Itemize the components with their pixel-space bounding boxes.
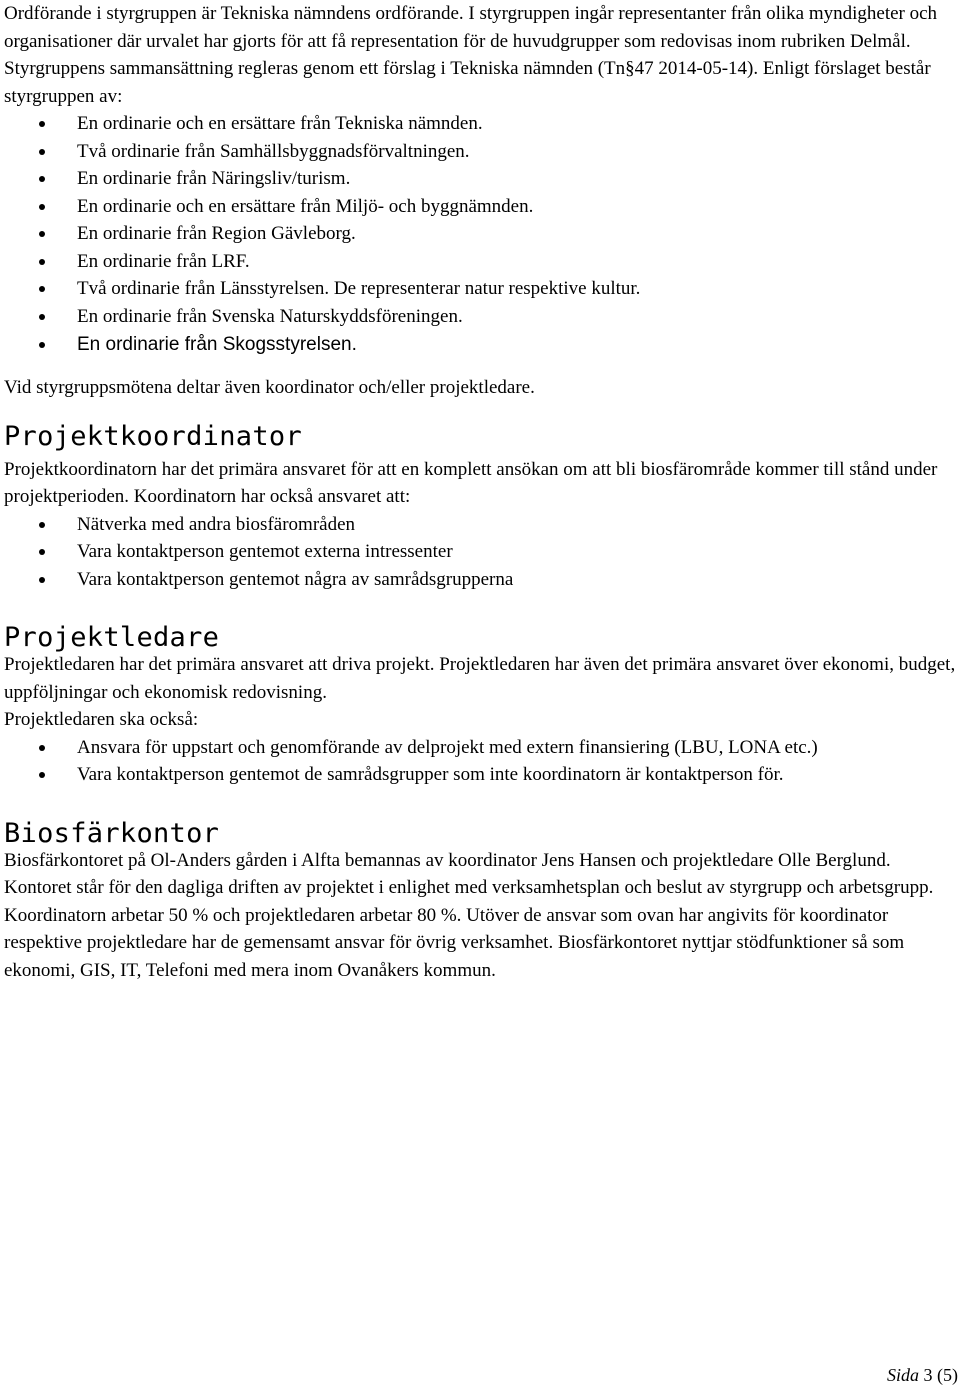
list-item: En ordinarie från LRF. — [4, 248, 958, 276]
bullet-icon — [39, 259, 45, 265]
list-item: Nätverka med andra biosfärområden — [4, 511, 958, 539]
members-list — [4, 110, 958, 360]
bullet-icon — [39, 577, 45, 583]
bullet-icon — [39, 342, 45, 348]
page-number — [887, 1365, 958, 1386]
list-item: Vara kontaktperson gentemot några av samrådsgrupperna — [4, 566, 958, 594]
document-page — [4, 0, 958, 984]
list-item: Två ordinarie från Länsstyrelsen. De representerar natur respektive kultur. — [4, 275, 958, 303]
project-leader-list — [4, 734, 958, 789]
section-heading-coordinator: Projektkoordinator — [4, 420, 302, 452]
meeting-note: Vid styrgruppsmötena deltar även koordinator och/eller projektledare. — [4, 377, 535, 398]
list-item: En ordinarie från Svenska Naturskyddsföreningen. — [4, 303, 958, 331]
bullet-icon — [39, 314, 45, 320]
office-text: Biosfärkontoret på Ol-Anders gården i Alfta bemannas av koordinator Jens Hansen och projektledare Olle Berglund. Kontoret står för den dagliga driften av projektet i enlighet med verksamhetsplan och beslut av styrgrupp och arbetsgrupp. Koordinatorn arbetar 50 % och projektledaren arbetar 80 %. Utöver de ansvar som ovan har angivits för koordinator respektive projektledare har de gemensamt ansvar för övrig verksamhet. Biosfärkontoret nyttjar stödfunktioner så som ekonomi, GIS, IT, Telefoni med mera inom Ovanåkers kommun. — [4, 849, 934, 981]
list-item: Två ordinarie från Samhällsbyggnadsförvaltningen. — [4, 138, 958, 166]
bullet-icon — [39, 772, 45, 778]
list-item: Vara kontaktperson gentemot de samrådsgrupper som inte koordinatorn är kontaktperson för. — [4, 761, 958, 789]
bullet-icon — [39, 149, 45, 155]
bullet-icon — [39, 204, 45, 210]
intro-paragraph — [4, 0, 958, 110]
bullet-icon — [39, 176, 45, 182]
bullet-icon — [39, 286, 45, 292]
project-leader-text2: Projektledaren ska också: — [4, 709, 199, 730]
bullet-icon — [39, 522, 45, 528]
intro-text-part2: Styrgruppens sammansättning regleras genom ett förslag i Tekniska nämnden (Tn§47 2014-05-14). Enligt förslaget består styrgruppen av: — [4, 58, 931, 107]
list-item: En ordinarie från Näringsliv/turism. — [4, 165, 958, 193]
list-item: En ordinarie och en ersättare från Miljö- och byggnämnden. — [4, 193, 958, 221]
list-item: En ordinarie och en ersättare från Tekniska nämnden. — [4, 110, 958, 138]
intro-text-part1: Ordförande i styrgruppen är Tekniska nämndens ordförande. I styrgruppen ingår representanter från olika myndigheter och organisationer där urvalet har gjorts för att få representation för de huvudgrupper som redovisas inom rubriken Delmål. — [4, 3, 938, 52]
list-item: Vara kontaktperson gentemot externa intressenter — [4, 538, 958, 566]
bullet-icon — [39, 549, 45, 555]
section-heading-project-leader: Projektledare — [4, 622, 220, 653]
coordinator-text: Projektkoordinatorn har det primära ansvaret för att en komplett ansökan om att bli biosfärområde kommer till stånd under projektperioden. Koordinatorn har också ansvaret att: — [4, 458, 938, 507]
list-item: Ansvara för uppstart och genomförande av delprojekt med extern finansiering (LBU, LONA etc.) — [4, 734, 958, 762]
project-leader-text: Projektledaren har det primära ansvaret att driva projekt. Projektledaren har även det primära ansvaret över ekonomi, budget, uppföljningar och ekonomisk redovisning. — [4, 654, 956, 703]
bullet-icon — [39, 231, 45, 237]
page-count: 3 (5) — [923, 1365, 958, 1385]
bullet-icon — [39, 121, 45, 127]
page-label: Sida — [886, 1365, 919, 1385]
section-heading-office: Biosfärkontor — [4, 817, 220, 849]
bullet-icon — [39, 745, 45, 751]
coordinator-list — [4, 511, 958, 594]
list-item: En ordinarie från Region Gävleborg. — [4, 220, 958, 248]
list-item: En ordinarie från Skogsstyrelsen. — [4, 330, 958, 360]
